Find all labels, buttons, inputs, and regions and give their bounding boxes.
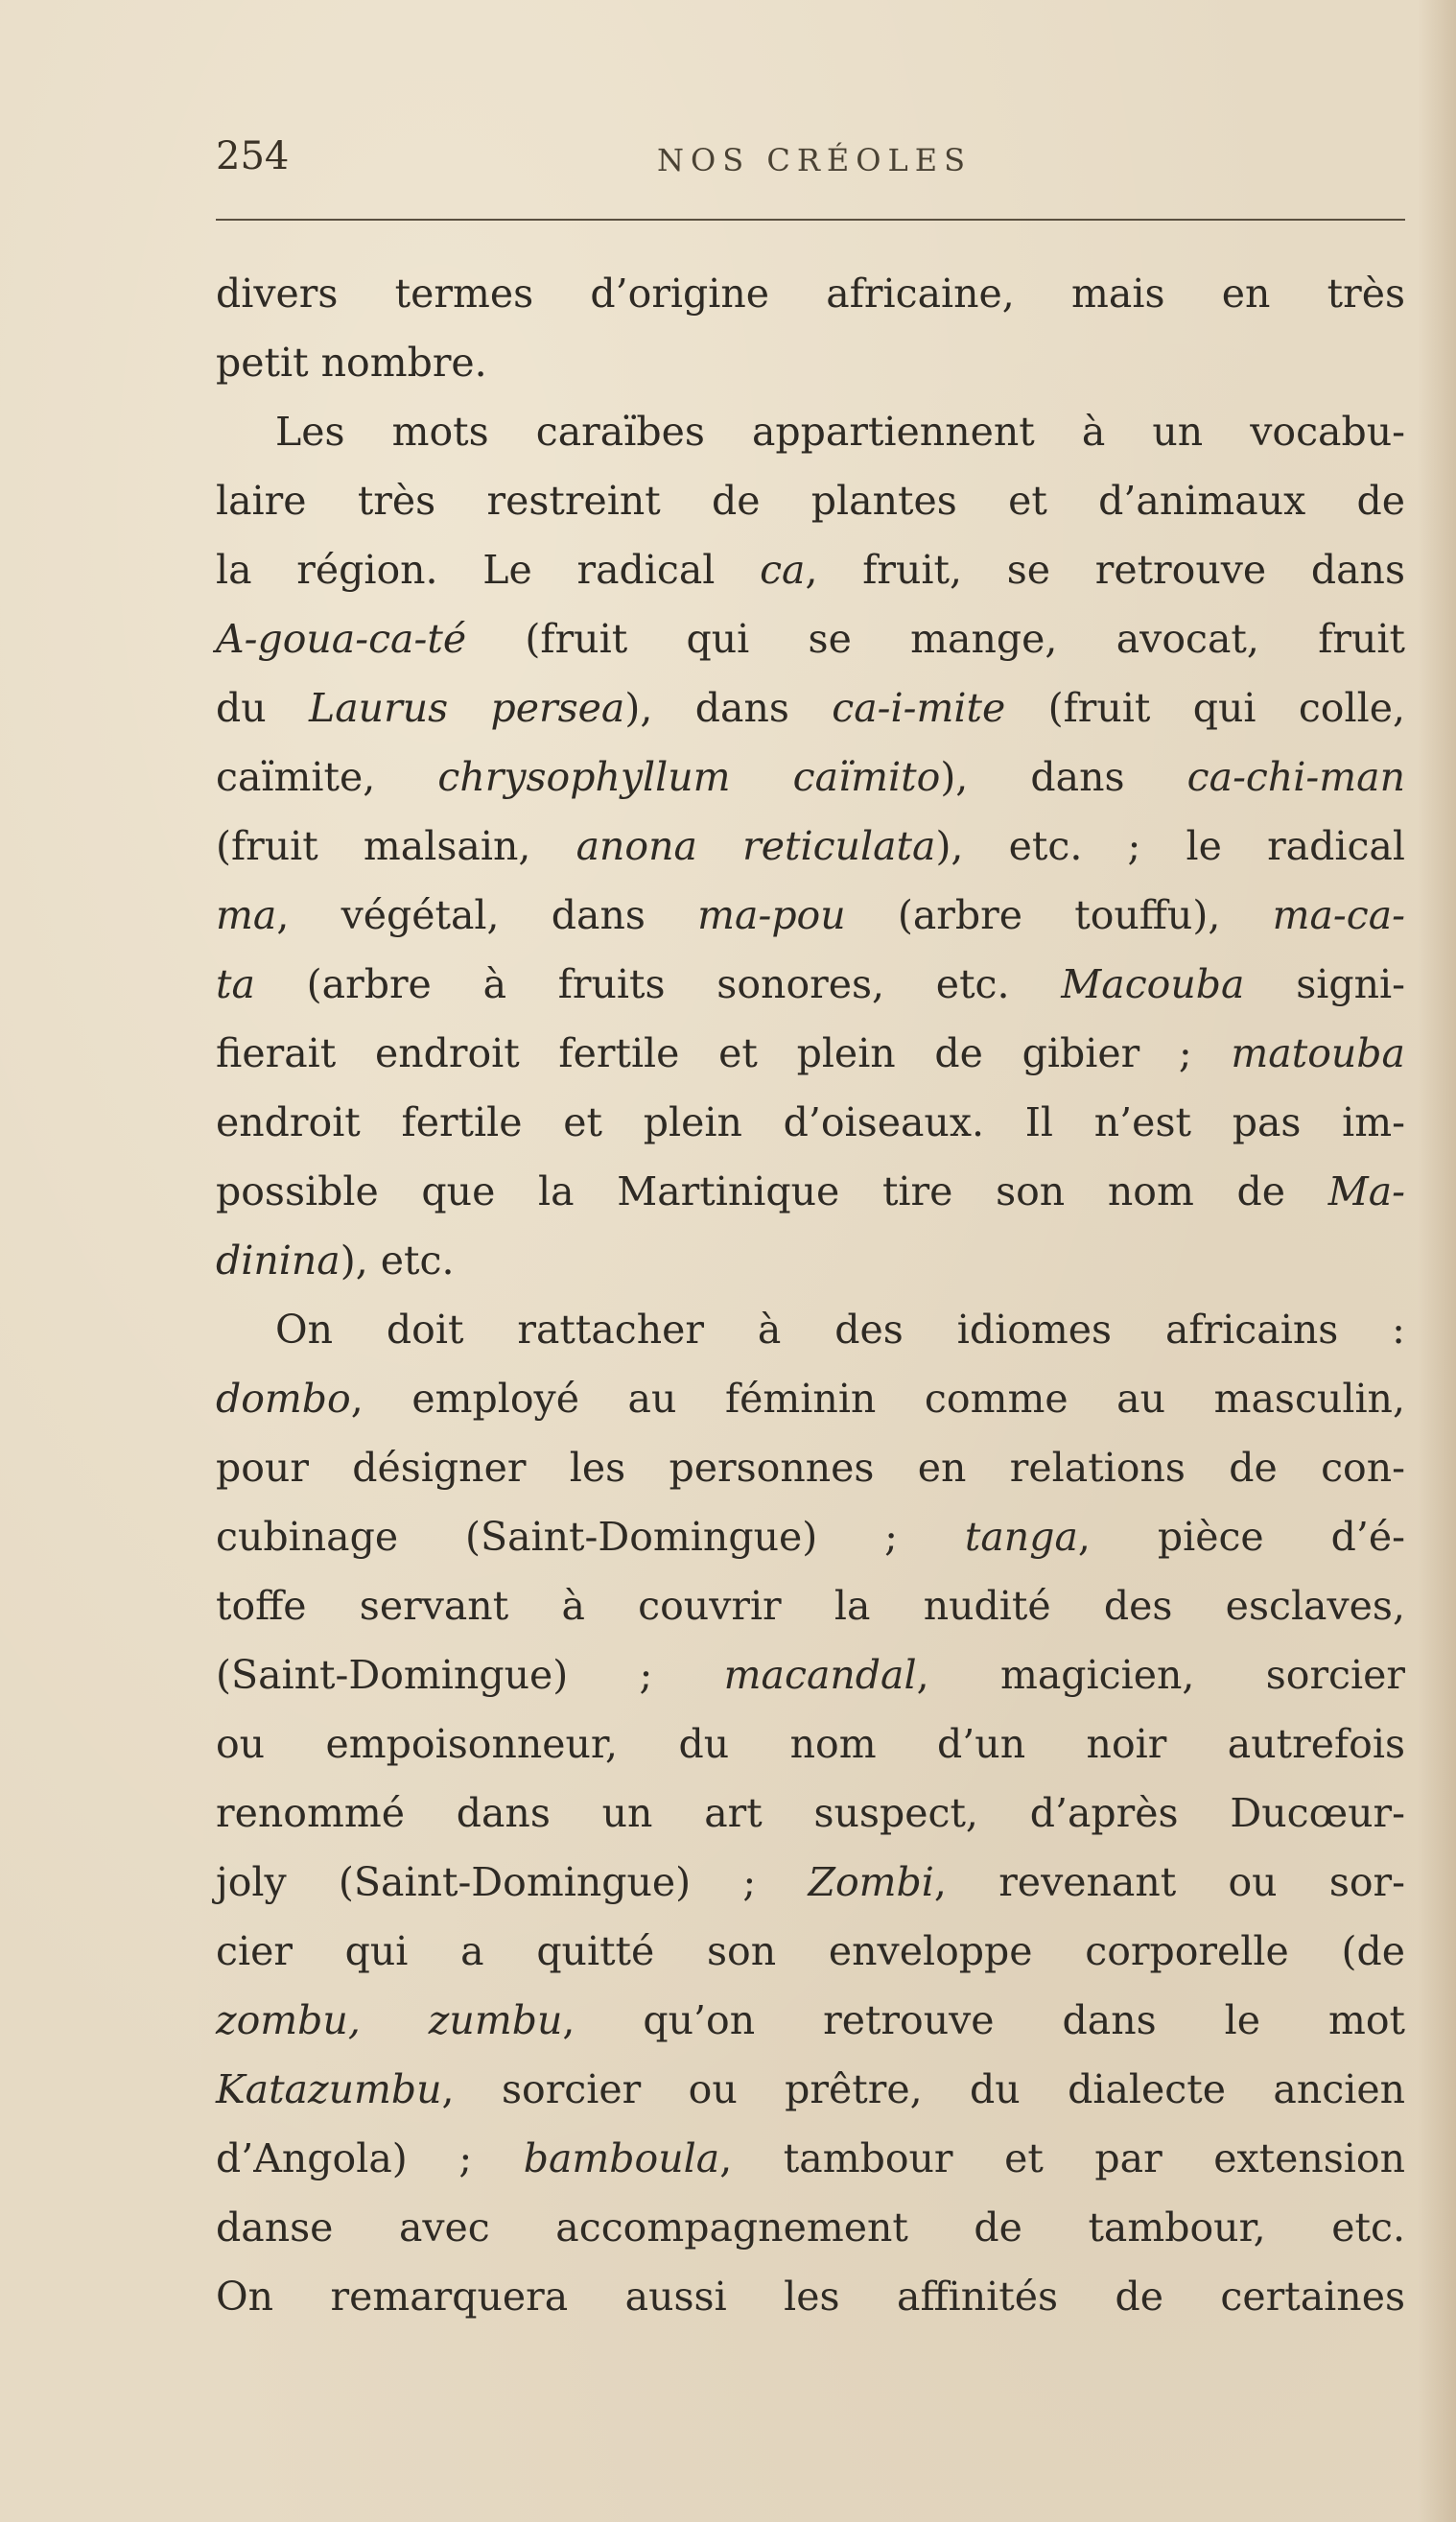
text-segment: (arbre à fruits sonores, etc. — [254, 961, 1062, 1007]
page-edge-shadow — [1418, 0, 1456, 2522]
italic-term: A-goua-ca-té — [216, 616, 467, 662]
text-segment: , sorcier ou prêtre, du dialecte ancien — [441, 2066, 1405, 2112]
text-line — [216, 1019, 1405, 1088]
text-segment: , employé au féminin comme au masculin, — [350, 1376, 1405, 1422]
text-segment: On doit rattacher à des idiomes africains : — [275, 1307, 1405, 1353]
text-segment: divers termes d’origine africaine, mais en très — [216, 271, 1405, 317]
italic-term: Ma- — [1327, 1168, 1405, 1214]
text-segment: ), etc. ; le radical — [935, 823, 1405, 869]
body-text — [216, 259, 1405, 2331]
text-segment: pour désigner les personnes en relations de con- — [216, 1445, 1405, 1491]
text-segment: ), etc. — [340, 1237, 455, 1284]
italic-term: anona reticulata — [575, 823, 936, 869]
text-segment: caïmite, — [216, 754, 438, 800]
text-line — [216, 1295, 1405, 1364]
text-line — [216, 812, 1405, 881]
text-segment: Les mots caraïbes appartiennent à un vocabu- — [275, 409, 1405, 455]
text-line — [216, 328, 1405, 397]
header-rule — [216, 219, 1405, 221]
text-segment: fierait endroit fertile et plein de gibier ; — [216, 1030, 1232, 1076]
text-segment: (Saint-Domingue) ; — [216, 1652, 724, 1698]
text-segment: signi- — [1244, 961, 1405, 1007]
text-segment: toffe servant à couvrir la nudité des esclaves, — [216, 1583, 1405, 1629]
text-line — [216, 1088, 1405, 1157]
text-line — [216, 1571, 1405, 1640]
text-line — [216, 1364, 1405, 1433]
text-line — [216, 1709, 1405, 1779]
text-segment: , tambour et par extension — [719, 2135, 1406, 2181]
text-segment: (arbre touffu), — [845, 892, 1273, 938]
text-line — [216, 950, 1405, 1019]
page-header — [216, 134, 1405, 201]
italic-term: matouba — [1231, 1030, 1405, 1076]
text-segment: petit nombre. — [216, 340, 487, 386]
text-segment: laire très restreint de plantes et d’animaux de — [216, 478, 1405, 524]
text-segment: , qu’on retrouve dans le mot — [562, 1997, 1405, 2043]
italic-term: Macouba — [1061, 961, 1245, 1007]
italic-term: dinina — [216, 1237, 341, 1284]
italic-term: Katazumbu — [216, 2066, 442, 2112]
italic-term: ma — [216, 892, 277, 938]
text-segment: cier qui a quitté son enveloppe corporelle (de — [216, 1928, 1405, 1974]
text-line — [216, 1226, 1405, 1295]
text-line — [216, 881, 1405, 950]
text-segment: , fruit, se retrouve dans — [805, 547, 1405, 593]
text-segment: possible que la Martinique tire son nom de — [216, 1168, 1328, 1214]
text-segment: , revenant ou sor- — [933, 1859, 1406, 1905]
text-line — [216, 397, 1405, 466]
italic-term: ma-pou — [697, 892, 846, 938]
text-line — [216, 1502, 1405, 1571]
text-segment: (fruit qui colle, — [1005, 685, 1405, 731]
text-line — [216, 1433, 1405, 1502]
text-segment: danse avec accompagnement de tambour, etc. — [216, 2204, 1405, 2251]
text-segment: renommé dans un art suspect, d’après Ducœur- — [216, 1790, 1405, 1836]
text-line — [216, 673, 1405, 742]
text-line — [216, 1848, 1405, 1917]
italic-term: ca-chi-man — [1186, 754, 1405, 800]
text-segment: ), dans — [940, 754, 1187, 800]
italic-term: ca-i-mite — [832, 685, 1006, 731]
text-line — [216, 535, 1405, 604]
text-segment: endroit fertile et plein d’oiseaux. Il n’est pas im- — [216, 1099, 1405, 1145]
text-line — [216, 2055, 1405, 2124]
text-line — [216, 1640, 1405, 1709]
text-line — [216, 604, 1405, 673]
italic-term: Laurus persea — [309, 685, 625, 731]
text-segment: (fruit malsain, — [216, 823, 576, 869]
text-line — [216, 2262, 1405, 2331]
text-segment: la région. Le radical — [216, 547, 761, 593]
text-segment: , végétal, dans — [276, 892, 698, 938]
italic-term: chrysophyllum caïmito — [437, 754, 941, 800]
italic-term: bamboula — [523, 2135, 720, 2181]
text-segment: cubinage (Saint-Domingue) ; — [216, 1514, 965, 1560]
italic-term: ca — [760, 547, 806, 593]
text-line — [216, 1986, 1405, 2055]
italic-term: macandal — [723, 1652, 917, 1698]
italic-term: zombu, zumbu — [216, 1997, 563, 2043]
text-segment: ), dans — [624, 685, 833, 731]
running-title: NOS CRÉOLES — [657, 142, 973, 178]
text-line — [216, 466, 1405, 535]
text-segment: , magicien, sorcier — [916, 1652, 1405, 1698]
text-segment: d’Angola) ; — [216, 2135, 524, 2181]
page-number: 254 — [216, 134, 290, 178]
italic-term: dombo — [216, 1376, 351, 1422]
italic-term: Zombi — [808, 1859, 934, 1905]
text-line — [216, 1779, 1405, 1848]
text-line — [216, 1157, 1405, 1226]
text-segment: ou empoisonneur, du nom d’un noir autrefois — [216, 1721, 1405, 1767]
text-segment: On remarquera aussi les affinités de certaines — [216, 2274, 1405, 2320]
text-line — [216, 2124, 1405, 2193]
text-segment: , pièce d’é- — [1077, 1514, 1405, 1560]
italic-term: tanga — [964, 1514, 1078, 1560]
italic-term: ta — [216, 961, 255, 1007]
text-line — [216, 742, 1405, 812]
text-segment: joly (Saint-Domingue) ; — [216, 1859, 809, 1905]
text-line — [216, 2193, 1405, 2262]
text-line — [216, 259, 1405, 328]
text-segment: (fruit qui se mange, avocat, fruit — [466, 616, 1405, 662]
text-segment: du — [216, 685, 310, 731]
text-line — [216, 1917, 1405, 1986]
italic-term: ma-ca- — [1272, 892, 1405, 938]
